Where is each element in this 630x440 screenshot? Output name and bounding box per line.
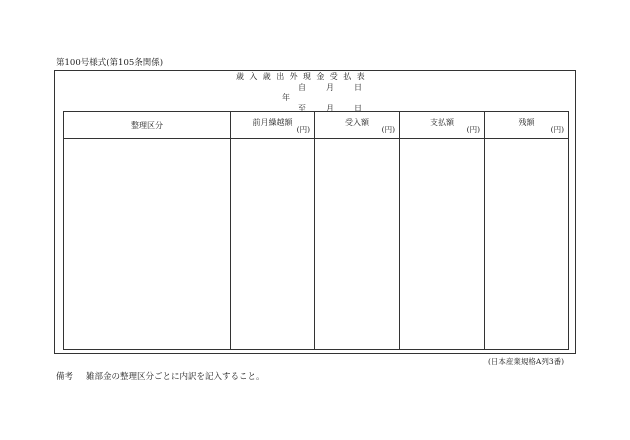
column-header-unit: (円): [466, 125, 480, 134]
table-header-row: [64, 112, 569, 139]
form-title: 歳入歳出外現金受払表: [236, 72, 370, 81]
period-from-month-label: 月: [326, 83, 334, 92]
column-header-carried-forward: [231, 112, 315, 139]
period-from-label: 自: [298, 83, 306, 92]
period-to-day-label: 日: [354, 104, 362, 113]
period-to-label: 至: [298, 104, 306, 113]
column-header-unit: (円): [381, 125, 395, 134]
table-body-row: [64, 139, 569, 350]
column-header-balance: [485, 112, 569, 139]
column-header-payments: [400, 112, 485, 139]
cell-classification[interactable]: [64, 139, 231, 350]
cash-ledger-table: [63, 111, 569, 350]
column-header-label: 受入額: [345, 118, 369, 127]
column-header-label: 整理区分: [131, 121, 163, 130]
column-header-unit: (円): [550, 125, 564, 134]
cell-carried-forward[interactable]: [231, 139, 315, 350]
cell-receipts[interactable]: [315, 139, 400, 350]
column-header-label: 支払額: [430, 118, 454, 127]
column-header-receipts: [315, 112, 400, 139]
period-year-label: 年: [282, 93, 290, 102]
cell-balance[interactable]: [485, 139, 569, 350]
remarks-text: 雑部金の整理区分ごとに内訳を記入すること。: [86, 372, 265, 382]
column-header-label: 前月繰越額: [252, 118, 293, 127]
remarks-label: 備考: [56, 372, 74, 382]
period-to-month-label: 月: [326, 104, 334, 113]
column-header-label: 残額: [518, 118, 535, 127]
column-header-classification: [64, 112, 231, 139]
paper-size-note: (日本産業規格A列3番): [488, 357, 565, 366]
cell-payments[interactable]: [400, 139, 485, 350]
column-header-unit: (円): [296, 125, 310, 134]
period-from-day-label: 日: [354, 83, 362, 92]
form-number-label: 第100号様式(第105条関係): [56, 58, 164, 68]
